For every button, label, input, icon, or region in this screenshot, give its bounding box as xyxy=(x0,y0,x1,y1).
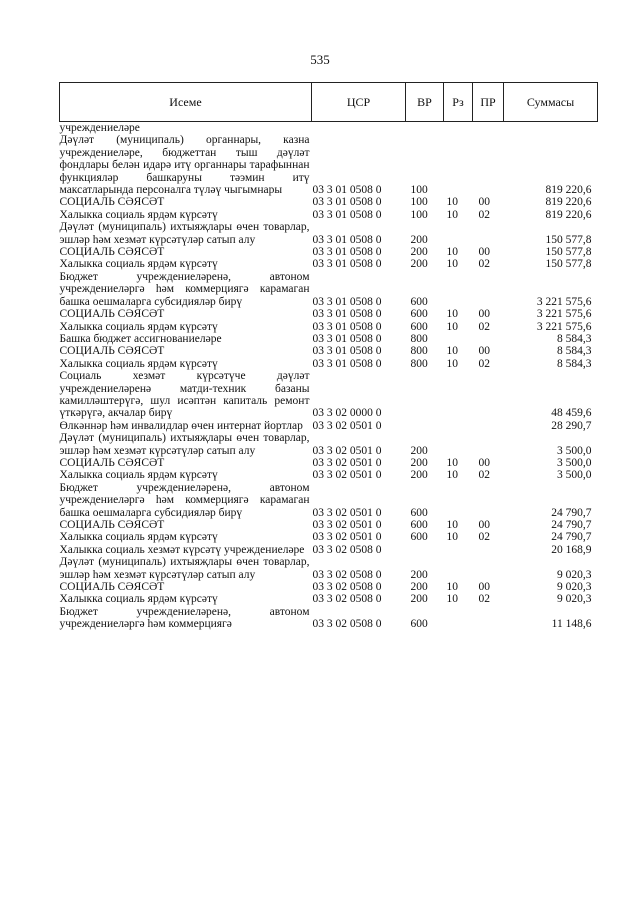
header-vr: ВР xyxy=(406,83,444,122)
cell-csr: 03 3 01 0508 0 xyxy=(312,196,382,209)
table-row xyxy=(60,308,598,320)
cell-csr: 03 3 02 0508 0 xyxy=(312,543,382,556)
cell-name: Халыкка социаль ярдәм күрсәтү xyxy=(59,320,218,333)
cell-rz xyxy=(444,221,473,246)
cell-csr: 03 3 01 0508 0 xyxy=(312,332,382,345)
cell-vr: 800 xyxy=(410,332,428,345)
cell-sum: 9 020,3 xyxy=(557,593,592,606)
cell-sum: 3 500,0 xyxy=(557,469,592,482)
table-row xyxy=(60,606,598,631)
cell-name: СОЦИАЛЬ СӘЯСӘТ xyxy=(59,581,165,594)
cell-pr xyxy=(473,122,504,135)
cell-csr: 03 3 02 0000 0 xyxy=(312,407,382,420)
cell-csr: 03 3 01 0508 0 xyxy=(312,258,382,271)
cell-sum: 20 168,9 xyxy=(551,543,592,556)
cell-vr xyxy=(406,420,444,432)
cell-csr: 03 3 01 0508 0 xyxy=(312,208,382,221)
cell-sum: 48 459,6 xyxy=(551,407,592,420)
cell-pr: 02 xyxy=(478,208,490,221)
table-row xyxy=(60,432,598,457)
cell-pr xyxy=(473,134,504,196)
cell-rz: 10 xyxy=(446,308,458,321)
cell-pr xyxy=(473,482,504,519)
cell-rz: 10 xyxy=(446,531,458,544)
cell-pr xyxy=(473,333,504,345)
cell-name: Башка бюджет ассигнованиеләре xyxy=(59,332,222,345)
cell-sum: 11 148,6 xyxy=(551,618,592,631)
cell-rz: 10 xyxy=(446,519,458,531)
cell-rz: 10 xyxy=(446,246,458,259)
cell-pr xyxy=(473,544,504,556)
cell-sum: 3 221 575,6 xyxy=(536,308,592,321)
cell-name: СОЦИАЛЬ СӘЯСӘТ xyxy=(59,519,165,531)
cell-name: Бюджет учреждениеләренә, автоном учреждениеләргә һәм коммерциягә xyxy=(59,605,310,631)
table-row xyxy=(60,556,598,581)
cell-rz xyxy=(444,556,473,581)
cell-rz xyxy=(444,420,473,432)
cell-sum: 28 290,7 xyxy=(551,419,592,432)
table-row xyxy=(60,593,598,605)
cell-csr: 03 3 01 0508 0 xyxy=(312,295,382,308)
cell-rz xyxy=(444,271,473,308)
cell-pr: 00 xyxy=(478,519,490,531)
cell-csr: 03 3 02 0501 0 xyxy=(312,506,382,519)
cell-csr: 03 3 02 0501 0 xyxy=(312,456,382,469)
table-row xyxy=(60,246,598,258)
cell-sum: 819 220,6 xyxy=(545,196,592,209)
cell-pr: 00 xyxy=(478,581,490,594)
cell-rz: 10 xyxy=(446,345,458,358)
cell-name: Социаль хезмәт күрсәтүче дәүләт учреждениеләренә матди-техник базаны камилләштерүгә, шул исәптән капиталь ремонт үткәрүгә, акчалар бирү xyxy=(59,370,310,420)
cell-name: Халыкка социаль ярдәм күрсәтү xyxy=(59,357,218,370)
cell-pr: 02 xyxy=(478,593,490,606)
cell-rz xyxy=(444,482,473,519)
cell-name: Халыкка социаль ярдәм күрсәтү xyxy=(59,593,218,606)
cell-pr xyxy=(473,271,504,308)
cell-sum: 24 790,7 xyxy=(551,519,592,531)
cell-rz xyxy=(444,122,473,135)
cell-pr xyxy=(473,370,504,420)
table-row xyxy=(60,321,598,333)
cell-name: СОЦИАЛЬ СӘЯСӘТ xyxy=(59,308,165,321)
cell-csr: 03 3 01 0508 0 xyxy=(312,246,382,259)
cell-sum: 24 790,7 xyxy=(551,531,592,544)
cell-rz xyxy=(444,370,473,420)
cell-name: СОЦИАЛЬ СӘЯСӘТ xyxy=(59,196,165,209)
cell-rz: 10 xyxy=(446,320,458,333)
cell-vr: 200 xyxy=(410,469,428,482)
cell-csr: 03 3 01 0508 0 xyxy=(312,320,382,333)
cell-vr: 600 xyxy=(410,320,428,333)
cell-sum: 819 220,6 xyxy=(545,184,592,197)
header-sum: Суммасы xyxy=(504,83,598,122)
cell-sum: 3 221 575,6 xyxy=(536,320,592,333)
cell-pr xyxy=(473,432,504,457)
table-row xyxy=(60,531,598,543)
cell-name: СОЦИАЛЬ СӘЯСӘТ xyxy=(59,246,165,259)
cell-name: Дәүләт (муниципаль) ихтыяҗлары өчен товарлар, эшләр һәм хезмәт күрсәтүләр сатып алу xyxy=(59,556,310,581)
table-row xyxy=(60,258,598,270)
cell-csr: 03 3 01 0508 0 xyxy=(312,308,382,321)
cell-name: Дәүләт (муниципаль) ихтыяҗлары өчен товарлар, эшләр һәм хезмәт күрсәтүләр сатып алу xyxy=(59,432,310,457)
header-csr: ЦСР xyxy=(312,83,406,122)
cell-rz: 10 xyxy=(446,469,458,482)
cell-name: Халыкка социаль ярдәм күрсәтү xyxy=(59,258,218,271)
cell-csr: 03 3 02 0501 0 xyxy=(312,519,382,531)
header-pr: ПР xyxy=(473,83,504,122)
cell-rz: 10 xyxy=(446,581,458,594)
cell-vr: 600 xyxy=(410,618,428,631)
cell-sum: 150 577,8 xyxy=(545,233,592,246)
cell-vr: 100 xyxy=(410,196,428,209)
cell-vr: 200 xyxy=(410,258,428,271)
table-row xyxy=(60,122,598,135)
cell-rz xyxy=(444,134,473,196)
cell-csr: 03 3 01 0508 0 xyxy=(312,357,382,370)
cell-vr: 200 xyxy=(410,444,428,457)
budget-table xyxy=(59,82,598,631)
table-row xyxy=(60,469,598,481)
cell-vr xyxy=(406,370,444,420)
cell-vr: 800 xyxy=(410,345,428,358)
cell-pr: 02 xyxy=(478,258,490,271)
table-row xyxy=(60,457,598,469)
cell-vr xyxy=(406,544,444,556)
cell-name: учреждениеләре xyxy=(59,122,140,134)
cell-name: Өлкәннәр һәм инвалидлар өчен интернат йортлар xyxy=(59,419,303,432)
table-row xyxy=(60,370,598,420)
cell-name: Бюджет учреждениеләренә, автоном учреждениеләргә һәм коммерциягә карамаган башка оешмаларга субсидияләр бирү xyxy=(59,481,310,519)
cell-rz xyxy=(444,544,473,556)
cell-vr: 200 xyxy=(410,568,428,581)
cell-pr xyxy=(473,606,504,631)
cell-csr: 03 3 01 0508 0 xyxy=(312,184,382,197)
table-row xyxy=(60,544,598,556)
table-row xyxy=(60,134,598,196)
cell-name: Халыкка социаль ярдәм күрсәтү xyxy=(59,208,218,221)
cell-pr: 02 xyxy=(478,357,490,370)
table-row xyxy=(60,333,598,345)
cell-name: Дәүләт (муниципаль) ихтыяҗлары өчен товарлар, эшләр һәм хезмәт күрсәтүләр сатып алу xyxy=(59,221,310,246)
cell-csr: 03 3 02 0508 0 xyxy=(312,568,382,581)
cell-pr: 02 xyxy=(478,469,490,482)
cell-vr: 100 xyxy=(410,208,428,221)
cell-rz xyxy=(444,432,473,457)
header-name: Исеме xyxy=(60,83,312,122)
table-row xyxy=(60,196,598,208)
cell-sum: 819 220,6 xyxy=(545,208,592,221)
cell-rz: 10 xyxy=(446,258,458,271)
cell-rz: 10 xyxy=(446,196,458,209)
cell-rz xyxy=(444,333,473,345)
cell-csr: 03 3 02 0501 0 xyxy=(312,531,382,544)
cell-csr: 03 3 02 0508 0 xyxy=(312,618,382,631)
cell-vr: 200 xyxy=(410,233,428,246)
table-row xyxy=(60,420,598,432)
table-header xyxy=(60,83,598,122)
cell-sum: 3 221 575,6 xyxy=(536,295,592,308)
cell-rz: 10 xyxy=(446,593,458,606)
cell-vr: 200 xyxy=(410,581,428,594)
table-row xyxy=(60,221,598,246)
cell-sum: 9 020,3 xyxy=(557,568,592,581)
cell-pr: 02 xyxy=(478,320,490,333)
cell-pr: 00 xyxy=(478,246,490,259)
cell-vr xyxy=(406,122,444,135)
cell-vr: 600 xyxy=(410,308,428,321)
cell-csr: 03 3 02 0508 0 xyxy=(312,581,382,594)
cell-vr: 800 xyxy=(410,357,428,370)
cell-name: Халыкка социаль ярдәм күрсәтү xyxy=(59,469,218,482)
header-rz: Рз xyxy=(444,83,473,122)
cell-sum: 9 020,3 xyxy=(557,581,592,594)
table-row xyxy=(60,519,598,531)
cell-csr: 03 3 02 0501 0 xyxy=(312,469,382,482)
cell-sum: 150 577,8 xyxy=(545,246,592,259)
cell-sum: 8 584,3 xyxy=(557,357,592,370)
cell-rz: 10 xyxy=(446,208,458,221)
cell-name: Халыкка социаль ярдәм күрсәтү xyxy=(59,531,218,544)
cell-pr: 02 xyxy=(478,531,490,544)
table-row xyxy=(60,209,598,221)
cell-rz: 10 xyxy=(446,357,458,370)
table-row xyxy=(60,271,598,308)
table-row xyxy=(60,345,598,357)
cell-name: Бюджет учреждениеләренә, автоном учреждениеләргә һәм коммерциягә карамаган башка оешмаларга субсидияләр бирү xyxy=(59,270,310,308)
table-row xyxy=(60,358,598,370)
cell-csr: 03 3 02 0501 0 xyxy=(312,419,382,432)
cell-csr xyxy=(312,122,406,135)
cell-vr: 600 xyxy=(410,531,428,544)
cell-sum: 8 584,3 xyxy=(557,332,592,345)
cell-vr: 200 xyxy=(410,593,428,606)
cell-name: СОЦИАЛЬ СӘЯСӘТ xyxy=(59,345,165,358)
cell-rz xyxy=(444,606,473,631)
cell-vr: 200 xyxy=(410,246,428,259)
cell-vr: 200 xyxy=(410,456,428,469)
cell-csr: 03 3 01 0508 0 xyxy=(312,345,382,358)
cell-sum xyxy=(504,122,598,135)
table-body xyxy=(60,122,598,631)
cell-pr: 00 xyxy=(478,196,490,209)
cell-pr xyxy=(473,420,504,432)
cell-name: Дәүләт (муниципаль) органнары, казна учреждениеләре, бюджеттан тыш дәүләт фондлары белән идарә итү органнары тарафыннан функцияләр башкаруны тәэмин итү максатларында персоналга түләү чыгымнары xyxy=(59,134,310,197)
cell-sum: 3 500,0 xyxy=(557,444,592,457)
cell-pr xyxy=(473,221,504,246)
cell-vr: 600 xyxy=(410,506,428,519)
table-row xyxy=(60,482,598,519)
cell-sum: 3 500,0 xyxy=(557,456,592,469)
cell-rz: 10 xyxy=(446,456,458,469)
cell-pr: 00 xyxy=(478,456,490,469)
cell-name: Халыкка социаль хезмәт күрсәтү учреждениеләре xyxy=(59,543,305,556)
page-number: 535 xyxy=(310,52,330,67)
cell-csr: 03 3 02 0501 0 xyxy=(312,444,382,457)
cell-csr: 03 3 01 0508 0 xyxy=(312,233,382,246)
cell-name: СОЦИАЛЬ СӘЯСӘТ xyxy=(59,456,165,469)
cell-pr: 00 xyxy=(478,308,490,321)
cell-sum: 150 577,8 xyxy=(545,258,592,271)
cell-sum: 24 790,7 xyxy=(551,506,592,519)
cell-vr: 600 xyxy=(410,295,428,308)
cell-vr: 100 xyxy=(410,184,428,197)
cell-pr xyxy=(473,556,504,581)
cell-pr: 00 xyxy=(478,345,490,358)
cell-csr: 03 3 02 0508 0 xyxy=(312,593,382,606)
cell-sum: 8 584,3 xyxy=(557,345,592,358)
cell-vr: 600 xyxy=(410,519,428,531)
table-row xyxy=(60,581,598,593)
